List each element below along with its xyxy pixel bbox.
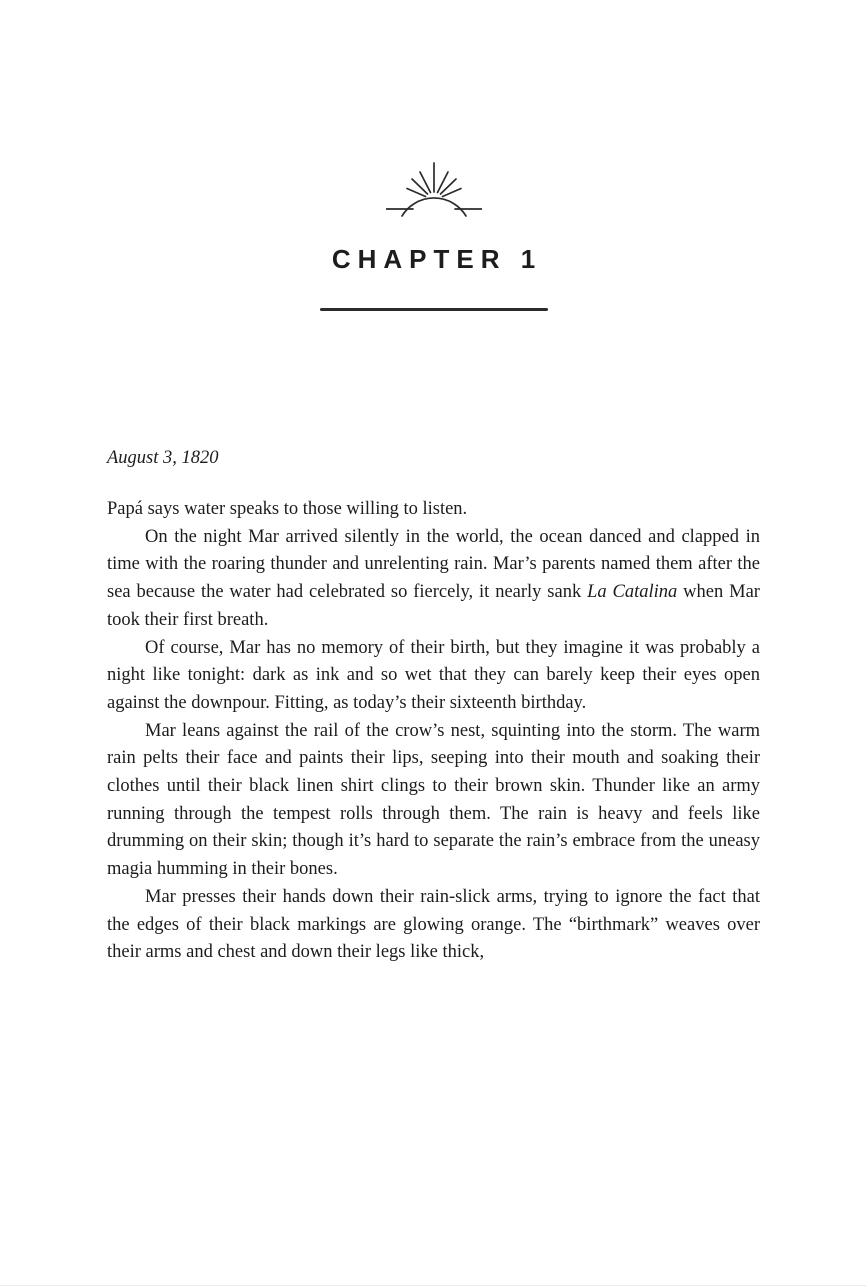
body-text: [107, 496, 760, 967]
text-run: Mar leans against the rail of the crow’s nest, squinting into the storm. The warm rain pelts their face and paints their lips, seeping into their mouth and soaking their clothes until their black linen shirt clings to their brown skin. Thunder like an army running through the tempest rolls through them. The rain is heavy and feels like drumming on their skin; though it’s hard to separate the rain’s embrace from the uneasy magia humming in their bones.: [107, 720, 760, 880]
rising-sun-icon: [386, 162, 482, 220]
italic-run: La Catalina: [587, 582, 678, 603]
paragraph: [107, 718, 760, 884]
chapter-heading: CHAPTER 1: [331, 244, 543, 274]
text-run: Papá says water speaks to those willing to listen.: [107, 499, 468, 519]
text-run: On the night Mar arrived silently in the world, the ocean danced and clapped in time with the roaring thunder and unrelenting rain. Mar’s parents named them after the sea because the water had celebrated so fiercely, it nearly sank: [107, 526, 760, 603]
paragraph: [107, 884, 760, 967]
text-run: when Mar took their first breath.: [107, 582, 760, 630]
text-run: Mar presses their hands down their rain-slick arms, trying to ignore the fact that the edges of their black markings are glowing orange. The “birthmark” weaves over their arms and chest and down their legs like thick,: [107, 886, 760, 963]
paragraph: [107, 496, 760, 524]
text-run: Of course, Mar has no memory of their birth, but they imagine it was probably a night like tonight: dark as ink and so wet that they can barely keep their eyes open against the downpour. Fitting, as today’s their sixteenth birthday.: [107, 637, 760, 713]
paragraph: [107, 635, 760, 718]
date-line: August 3, 1820: [107, 448, 219, 468]
chapter-divider-rule: [320, 308, 548, 311]
book-page: [0, 162, 866, 1286]
paragraph: [107, 524, 760, 635]
